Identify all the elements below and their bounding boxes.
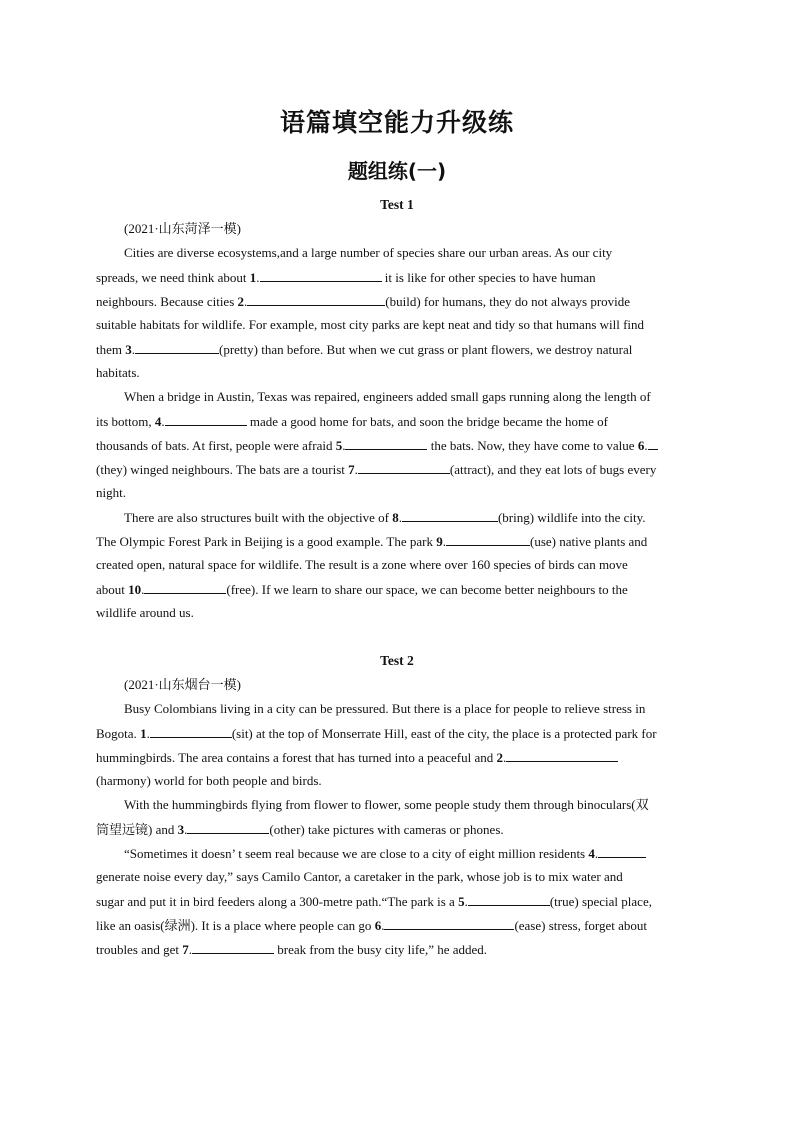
passage-text: (build) for humans, they do not always provide <box>385 294 631 309</box>
answer-blank[interactable] <box>187 821 269 834</box>
answer-blank[interactable] <box>165 413 247 426</box>
page-title: 语篇填空能力升级练 <box>279 108 514 137</box>
passage-text: There are also structures built with the objective of <box>124 510 393 525</box>
passage-text: (sit) at the top of Monserrate Hill, east of the city, the place is a protected park for <box>231 726 657 741</box>
test1-source: (2021·山东菏泽一模) <box>124 221 241 236</box>
passage-text: like an oasis(绿洲). It is a place where people can go <box>96 918 375 933</box>
passage-text: (true) special place, <box>549 894 652 909</box>
passage-text: . <box>342 438 346 453</box>
passage-line <box>96 413 608 430</box>
passage-text: With the hummingbirds flying from flower to flower, some people study them through binoculars(双 <box>124 797 649 812</box>
passage-text: When a bridge in Austin, Texas was repaired, engineers added small gaps running along the length of <box>124 389 651 404</box>
passage-text: hummingbirds. The area contains a forest that has turned into a peaceful and <box>96 750 497 765</box>
passage-line <box>96 437 658 454</box>
passage-line <box>96 893 652 910</box>
question-number: 1 <box>249 270 257 285</box>
answer-blank[interactable] <box>345 437 427 450</box>
passage-text: . <box>161 414 165 429</box>
passage-text: night. <box>96 485 126 500</box>
passage-text: suitable habitats for wildlife. For example, most city parks are kept neat and tidy so that humans will find <box>96 317 645 332</box>
passage-line <box>96 869 623 885</box>
passage-line <box>124 389 651 405</box>
passage-text: thousands of bats. At first, people were afraid <box>96 438 336 453</box>
passage-text: neighbours. Because cities <box>96 294 238 309</box>
answer-blank[interactable] <box>446 533 530 546</box>
passage-line <box>96 557 628 573</box>
passage-line <box>96 317 644 333</box>
question-number: 1 <box>140 726 147 741</box>
passage-text: The Olympic Forest Park in Beijing is a good example. The park <box>96 534 437 549</box>
passage-line <box>96 917 647 934</box>
passage-line <box>96 293 630 310</box>
passage-text: sugar and put it in bird feeders along a 300-metre path.“The park is a <box>96 894 459 909</box>
passage-line <box>96 485 126 501</box>
test2-source: (2021·山东烟台一模) <box>124 677 241 692</box>
passage-text: spreads, we need think about <box>96 270 250 285</box>
passage-text: . <box>256 270 260 285</box>
page-subtitle: 题组练(一) <box>347 159 447 183</box>
question-number: 5 <box>335 438 343 453</box>
answer-blank[interactable] <box>468 893 550 906</box>
answer-blank[interactable] <box>648 437 658 450</box>
passage-line <box>96 365 140 381</box>
passage-line <box>96 941 487 958</box>
passage-text: . <box>141 582 145 597</box>
passage-text: about <box>96 582 129 597</box>
question-number: 8 <box>392 510 399 525</box>
question-number: 3 <box>177 822 185 837</box>
passage-line <box>124 245 612 261</box>
answer-blank[interactable] <box>260 269 382 282</box>
question-number: 3 <box>125 342 132 357</box>
passage-text: the bats. Now, they have come to value <box>427 438 638 453</box>
passage-text: (they) winged neighbours. The bats are a tourist <box>96 462 349 477</box>
answer-blank[interactable] <box>598 845 646 858</box>
passage-text: Bogota. <box>96 726 141 741</box>
passage-text: . <box>131 342 135 357</box>
passage-text: . <box>146 726 150 741</box>
passage-text: . <box>442 534 446 549</box>
test2-heading: Test 2 <box>380 653 414 668</box>
passage-text: created open, natural space for wildlife. The result is a zone where over 160 species of birds can move <box>96 557 628 572</box>
question-number: 2 <box>496 750 503 765</box>
question-number: 4 <box>154 414 162 429</box>
passage-text: . <box>464 894 468 909</box>
question-number: 7 <box>348 462 355 477</box>
passage-text: . <box>188 942 193 957</box>
question-number: 7 <box>182 942 189 957</box>
question-number: 2 <box>237 294 245 309</box>
passage-line <box>124 701 645 717</box>
answer-blank[interactable] <box>247 293 385 306</box>
passage-text: its bottom, <box>96 414 155 429</box>
passage-text: . <box>354 462 358 477</box>
passage-text: (pretty) than before. But when we cut grass or plant flowers, we destroy natural <box>219 342 633 357</box>
answer-blank[interactable] <box>192 941 274 954</box>
question-number: 6 <box>637 438 645 453</box>
passage-line <box>96 821 504 838</box>
question-number: 6 <box>374 918 382 933</box>
passage-text: . <box>644 438 648 453</box>
answer-blank[interactable] <box>150 725 232 738</box>
test1-heading: Test 1 <box>380 197 414 212</box>
passage-text: Busy Colombians living in a city can be pressured. But there is a place for people to relieve stress in <box>124 701 646 716</box>
passage-text: made a good home for bats, and soon the bridge became the home of <box>246 414 608 429</box>
passage-text: (bring) wildlife into the city. <box>497 510 646 525</box>
passage-line <box>124 509 646 526</box>
answer-blank[interactable] <box>144 581 226 594</box>
passage-text: habitats. <box>96 365 140 380</box>
passage-text: . <box>244 294 248 309</box>
passage-text: (attract), and they eat lots of bugs every <box>449 462 657 477</box>
passage-text: 筒望远镜) and <box>96 822 178 837</box>
question-number: 5 <box>458 894 465 909</box>
question-number: 9 <box>436 534 443 549</box>
passage-line <box>124 797 649 813</box>
passage-text: troubles and get <box>96 942 183 957</box>
passage-text: (use) native plants and <box>529 534 648 549</box>
passage-text: it is like for other species to have human <box>381 270 596 285</box>
passage-text: “Sometimes it doesn’ t seem real because we are close to a city of eight million residents <box>124 846 589 861</box>
answer-blank[interactable] <box>506 749 618 762</box>
passage-text: . <box>184 822 188 837</box>
passage-line <box>96 605 194 621</box>
passage-text: Cities are diverse ecosystems,and a large number of species share our urban areas. As our city <box>124 245 613 260</box>
passage-line <box>96 533 647 550</box>
passage-line <box>96 725 657 742</box>
passage-text: (ease) stress, forget about <box>514 918 648 933</box>
passage-line <box>96 461 656 478</box>
passage-line <box>96 773 322 789</box>
answer-blank[interactable] <box>402 509 498 522</box>
passage-text: (other) take pictures with cameras or phones. <box>269 822 504 837</box>
passage-text: wildlife around us. <box>96 605 194 620</box>
passage-text: generate noise every day,” says Camilo Cantor, a caretaker in the park, whose job is to mix water and <box>96 869 623 884</box>
answer-blank[interactable] <box>358 461 450 474</box>
passage-line <box>96 269 596 286</box>
passage-text: . <box>594 846 599 861</box>
passage-text: . <box>502 750 507 765</box>
passage-text: them <box>96 342 126 357</box>
passage-line <box>96 341 632 358</box>
question-number: 10 <box>128 582 142 597</box>
answer-blank[interactable] <box>384 917 514 930</box>
passage-line <box>96 581 628 598</box>
passage-text: (harmony) world for both people and birds. <box>96 773 322 788</box>
answer-blank[interactable] <box>135 341 219 354</box>
passage-line <box>96 749 618 766</box>
passage-line <box>124 845 646 862</box>
passage-text: break from the busy city life,” he added. <box>274 942 488 957</box>
question-number: 4 <box>588 846 595 861</box>
passage-text: (free). If we learn to share our space, we can become better neighbours to the <box>226 582 628 597</box>
passage-text: . <box>398 510 402 525</box>
passage-text: . <box>381 918 385 933</box>
